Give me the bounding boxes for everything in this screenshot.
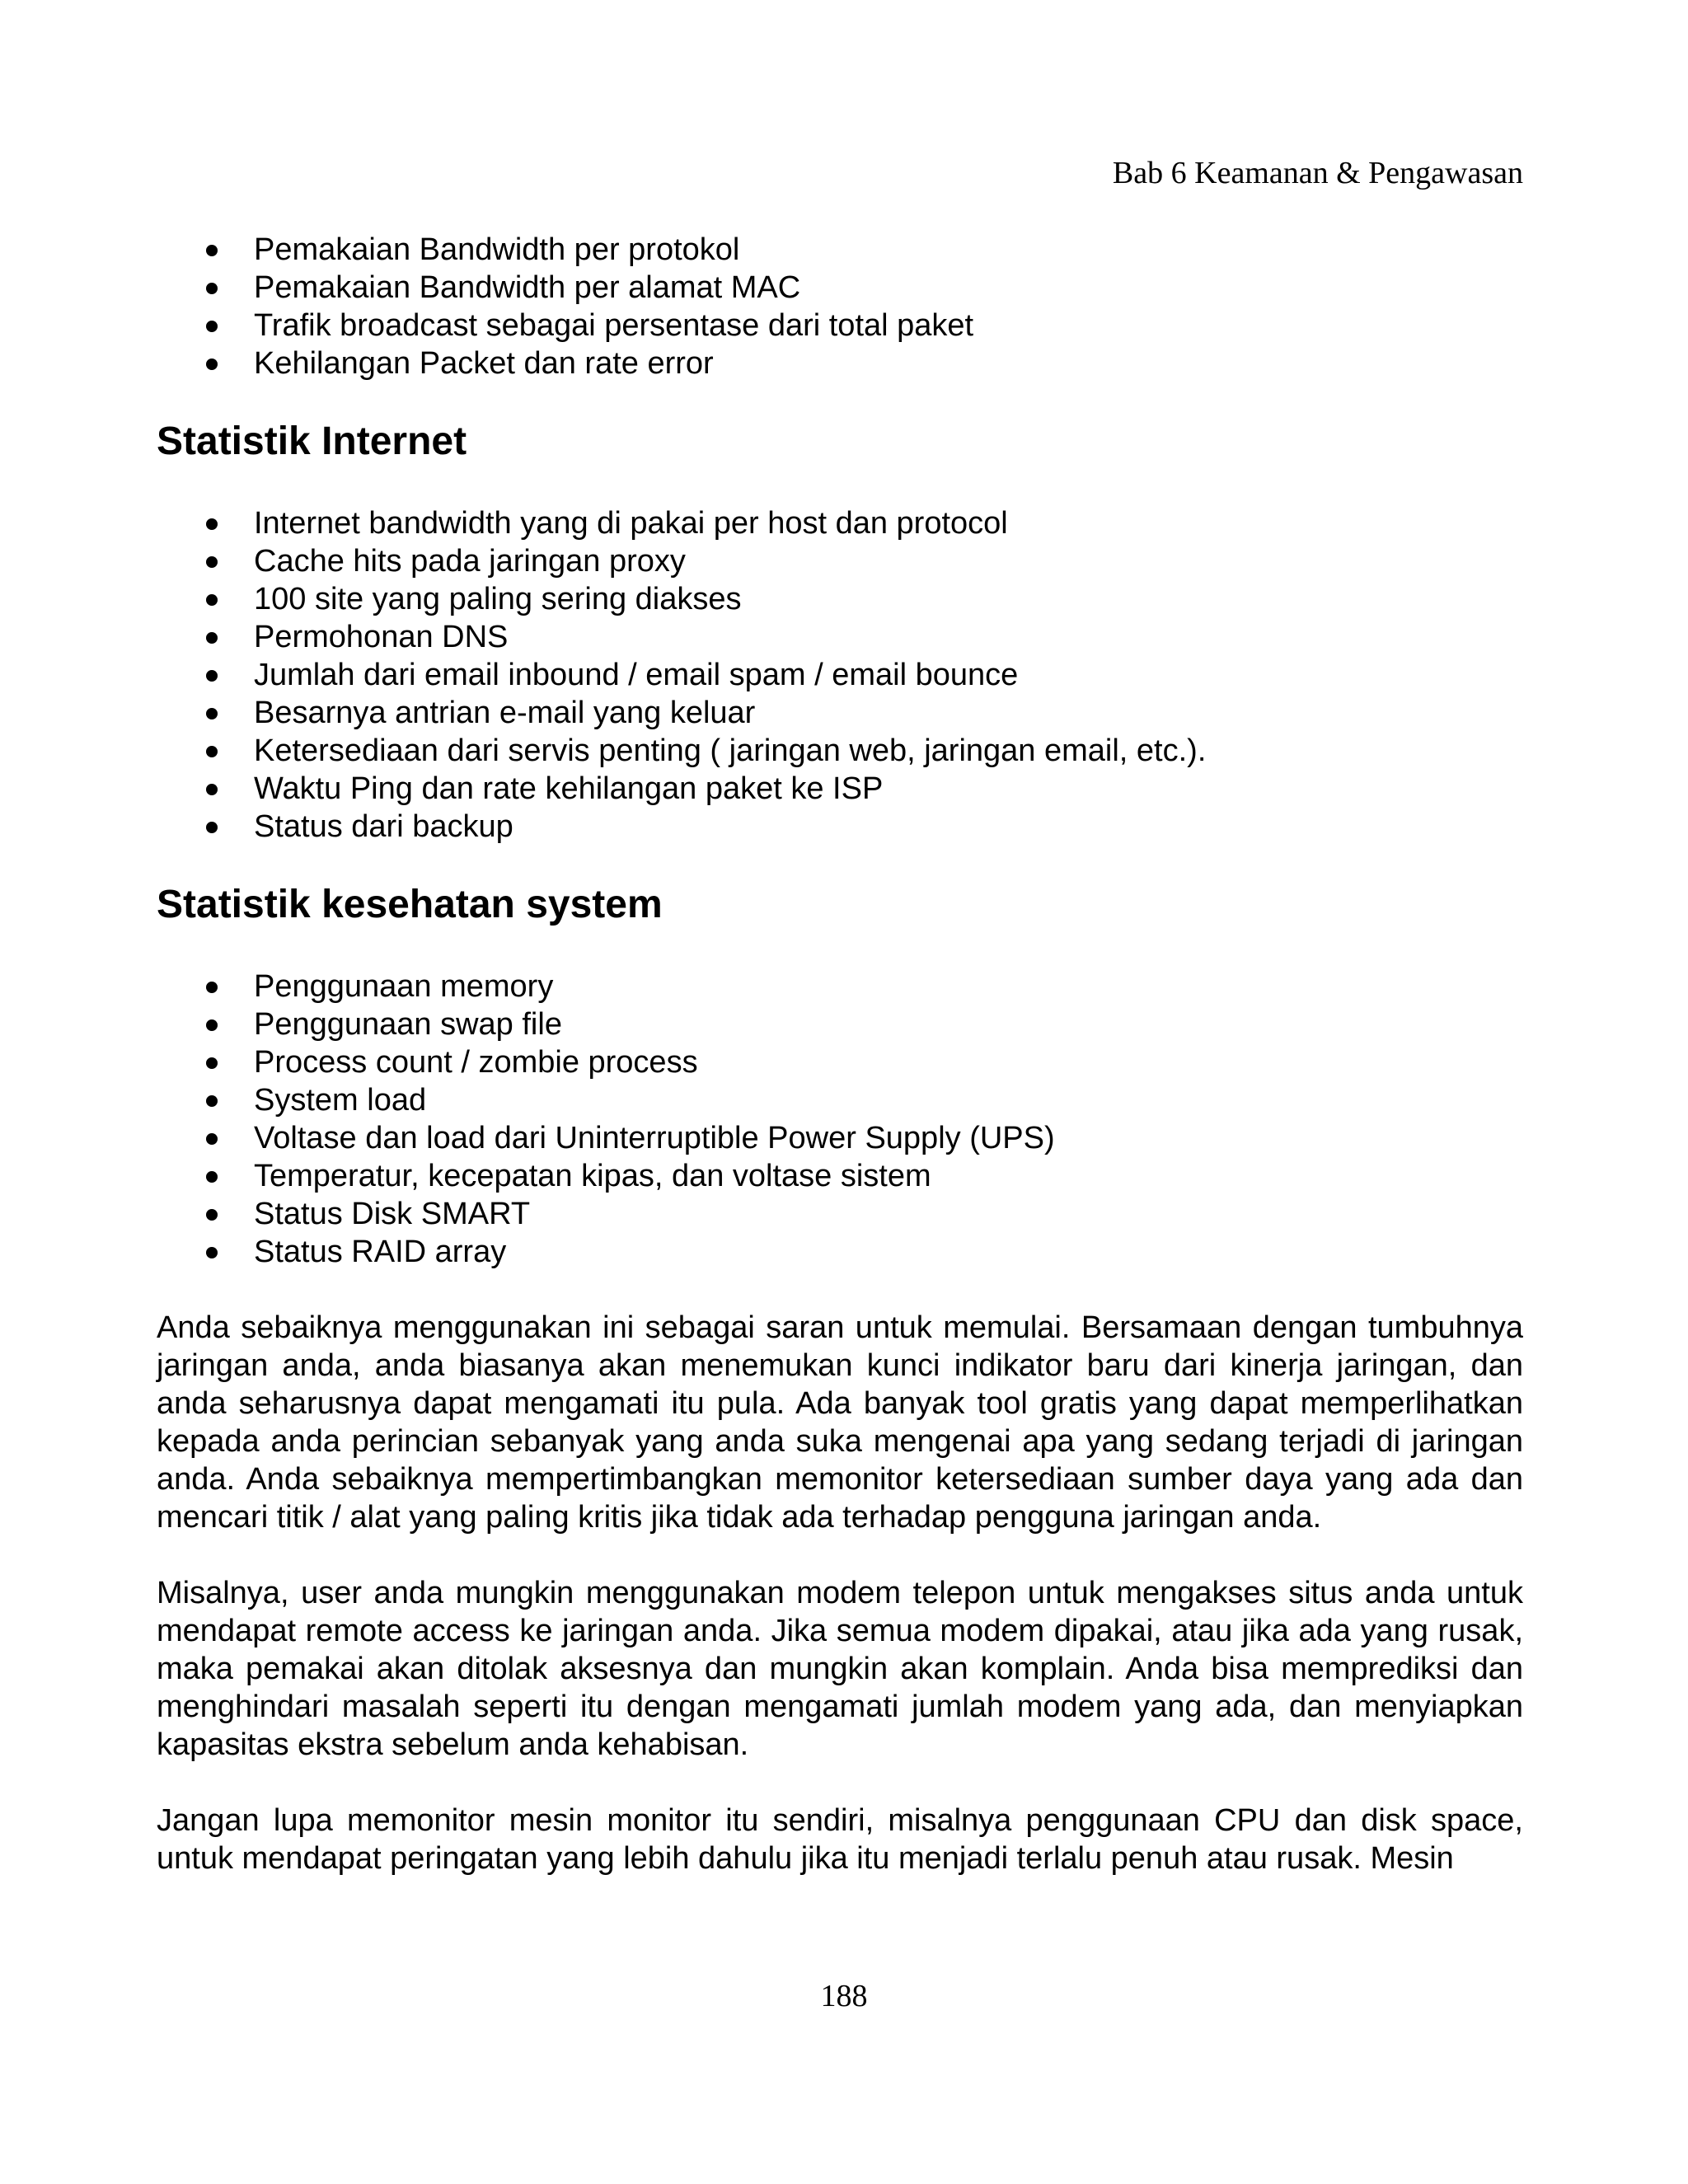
list-item-text: Process count / zombie process — [254, 1045, 698, 1080]
list-item-text: 100 site yang paling sering diakses — [254, 582, 742, 616]
body-paragraph: Jangan lupa memonitor mesin monitor itu sendiri, misalnya penggunaan CPU dan disk space, untuk mendapat peringatan yang lebih dahulu jika itu menjadi terlalu penuh atau rusak. Mesin — [157, 1803, 1523, 1876]
list-item — [157, 694, 1523, 732]
bullet-dot-icon — [206, 982, 218, 993]
bullet-dot-icon — [206, 1057, 218, 1069]
list-item-text: Waktu Ping dan rate kehilangan paket ke ISP — [254, 771, 884, 806]
list-item — [157, 580, 1523, 618]
bullet-dot-icon — [206, 321, 218, 332]
list-item-text: Pemakaian Bandwidth per alamat MAC — [254, 270, 801, 305]
list-item-text: Voltase dan load dari Uninterruptible Power Supply (UPS) — [254, 1121, 1055, 1155]
page-content — [157, 231, 1523, 1877]
list-item — [157, 344, 1523, 382]
bullet-dot-icon — [206, 556, 218, 568]
bandwidth-list — [157, 231, 1523, 382]
list-item — [157, 732, 1523, 770]
list-item — [157, 1081, 1523, 1119]
list-item-text: Besarnya antrian e-mail yang keluar — [254, 696, 756, 730]
list-item-text: Permohonan DNS — [254, 620, 509, 654]
bullet-dot-icon — [206, 746, 218, 757]
bullet-dot-icon — [206, 784, 218, 795]
bullet-dot-icon — [206, 1133, 218, 1145]
list-item-text: Internet bandwidth yang di pakai per host dan protocol — [254, 506, 1008, 541]
list-item — [157, 231, 1523, 269]
bullet-dot-icon — [206, 245, 218, 256]
list-item — [157, 770, 1523, 808]
internet-stats-list — [157, 504, 1523, 846]
list-item-text: Trafik broadcast sebagai persentase dari total paket — [254, 308, 974, 343]
bullet-dot-icon — [206, 1209, 218, 1221]
body-paragraph: Anda sebaiknya menggunakan ini sebagai saran untuk memulai. Bersamaan dengan tumbuhnya jaringan anda, anda biasanya akan menemukan kunci indikator baru dari kinerja jaringan, dan anda seharusnya dapat mengamati itu pula. Ada banyak tool gratis yang dapat memperlihatkan kepada anda perincian sebanyak yang anda suka mengenai apa yang sedang terjadi di jaringan anda. Anda sebaiknya mempertimbangkan memonitor ketersediaan sumber daya yang ada dan mencari titik / alat yang paling kritis jika tidak ada terhadap pengguna jaringan anda. — [157, 1310, 1523, 1535]
bullet-dot-icon — [206, 283, 218, 294]
bullet-dot-icon — [206, 1095, 218, 1107]
list-item-text: Ketersediaan dari servis penting ( jaringan web, jaringan email, etc.). — [254, 733, 1207, 768]
list-item-text: Kehilangan Packet dan rate error — [254, 346, 714, 381]
list-item-text: Temperatur, kecepatan kipas, dan voltase sistem — [254, 1159, 931, 1193]
list-item — [157, 656, 1523, 694]
bullet-dot-icon — [206, 1171, 218, 1183]
list-item — [157, 618, 1523, 656]
body-paragraph: Misalnya, user anda mungkin menggunakan modem telepon untuk mengakses situs anda untuk mendapat remote access ke jaringan anda. Jika semua modem dipakai, atau jika ada yang rusak, maka pemakai akan ditolak aksesnya dan mungkin akan komplain. Anda bisa memprediksi dan menghindari masalah seperti itu dengan mengamati jumlah modem yang ada, dan menyiapkan kapasitas ekstra sebelum anda kehabisan. — [157, 1576, 1523, 1762]
bullet-dot-icon — [206, 594, 218, 606]
bullet-dot-icon — [206, 708, 218, 719]
list-item — [157, 1195, 1523, 1233]
list-item — [157, 269, 1523, 307]
list-item — [157, 504, 1523, 542]
page-number: 188 — [820, 1979, 868, 2013]
list-item — [157, 1233, 1523, 1271]
bullet-dot-icon — [206, 518, 218, 530]
list-item — [157, 1119, 1523, 1157]
list-item-text: Status RAID array — [254, 1235, 507, 1269]
list-item-text: Jumlah dari email inbound / email spam / email bounce — [254, 658, 1019, 692]
section-heading-system-health: Statistik kesehatan system — [157, 883, 663, 926]
list-item-text: System load — [254, 1083, 427, 1118]
list-item-text: Penggunaan swap file — [254, 1007, 562, 1042]
list-item — [157, 968, 1523, 1005]
list-item-text: Cache hits pada jaringan proxy — [254, 544, 686, 579]
list-item-text: Pemakaian Bandwidth per protokol — [254, 232, 740, 267]
list-item — [157, 808, 1523, 846]
bullet-dot-icon — [206, 359, 218, 370]
list-item — [157, 1043, 1523, 1081]
list-item — [157, 1157, 1523, 1195]
running-header: Bab 6 Keamanan & Pengawasan — [1112, 156, 1523, 190]
bullet-dot-icon — [206, 632, 218, 644]
list-item-text: Penggunaan memory — [254, 969, 554, 1004]
section-heading-internet: Statistik Internet — [157, 419, 467, 463]
list-item — [157, 542, 1523, 580]
list-item-text: Status Disk SMART — [254, 1197, 531, 1231]
bullet-dot-icon — [206, 670, 218, 682]
bullet-dot-icon — [206, 822, 218, 833]
system-health-list — [157, 968, 1523, 1271]
bullet-dot-icon — [206, 1247, 218, 1258]
list-item-text: Status dari backup — [254, 809, 513, 844]
list-item — [157, 307, 1523, 344]
bullet-dot-icon — [206, 1019, 218, 1031]
list-item — [157, 1005, 1523, 1043]
